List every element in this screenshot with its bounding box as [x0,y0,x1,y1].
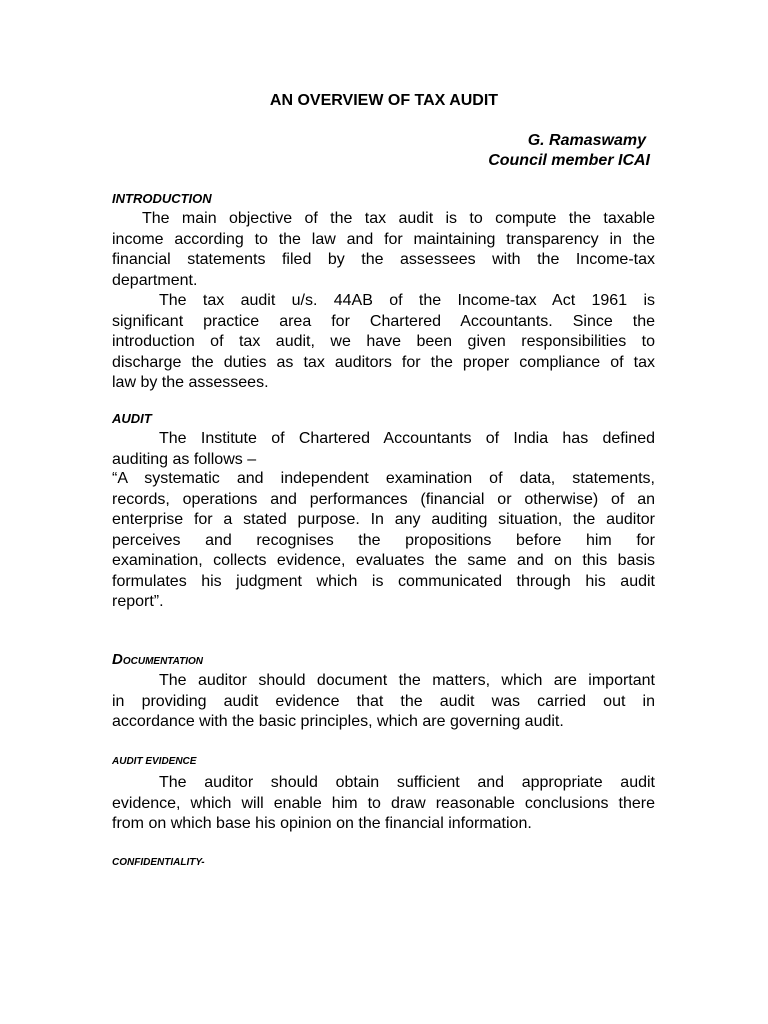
heading-rest: OCUMENTATION [122,656,204,667]
text-line: The main objective of the tax audit is to compute the taxable [142,210,655,227]
text-line: The Institute of Chartered Accountants of India has defined [159,430,655,447]
heading-suffix: - [201,857,205,868]
text-line: discharge the duties as tax auditors for the proper compliance of tax [112,353,655,371]
text-line: in providing audit evidence that the audit was carried out in [112,692,655,710]
audit-evidence-paragraph [112,773,655,835]
text-line: enterprise for a stated purpose. In any auditing situation, the auditor [112,511,655,528]
section-heading-introduction: INTRODUCTION [112,191,212,206]
text-line: department. [112,271,198,289]
text-line: The tax audit u/s. 44AB of the Income-tax Act 1961 is [159,292,655,309]
text-line: records, operations and performances (financial or otherwise) of an [112,490,655,508]
text-line: income according to the law and for maintaining transparency in the [112,230,655,248]
author-designation: Council member ICAI [488,152,650,169]
heading-initial: D [112,651,123,668]
heading-text: CONFIDENTIALITY [112,857,202,868]
audit-definition-quote [112,469,655,613]
text-line: formulates his judgment which is communicated through his audit [112,572,655,590]
author-block [488,131,650,171]
section-heading-documentation [112,651,203,671]
introduction-paragraph-2 [112,291,655,394]
text-line: financial statements filed by the assessees with the Income-tax [112,251,655,268]
text-line: accordance with the basic principles, which are governing audit. [112,713,564,730]
text-line: auditing as follows – [112,450,257,468]
text-line: evidence, which will enable him to draw reasonable conclusions there [112,794,655,812]
documentation-paragraph [112,671,655,733]
section-heading-confidentiality [112,856,205,870]
text-line: introduction of tax audit, we have been given responsibilities to [112,333,655,350]
author-name: G. Ramaswamy [527,132,646,149]
text-line: examination, collects evidence, evaluates the same and on this basis [112,552,655,569]
text-line: perceives and recognises the propositions before him for [112,531,655,549]
audit-paragraph [112,429,655,470]
text-line: from on which base his opinion on the financial information. [112,815,532,832]
section-heading-audit-evidence: AUDIT EVIDENCE [112,756,197,767]
text-line: The auditor should obtain sufficient and appropriate audit [159,774,655,791]
document-title: AN OVERVIEW OF TAX AUDIT [269,92,499,109]
text-line: “A systematic and independent examination of data, statements, [112,470,655,487]
text-line: significant practice area for Chartered Accountants. Since the [112,312,655,330]
introduction-paragraph-1 [112,209,655,291]
text-line: report”. [112,593,164,610]
text-line: law by the assessees. [112,374,269,391]
section-heading-audit: AUDIT [112,411,152,426]
text-line: The auditor should document the matters, which are important [159,672,655,689]
